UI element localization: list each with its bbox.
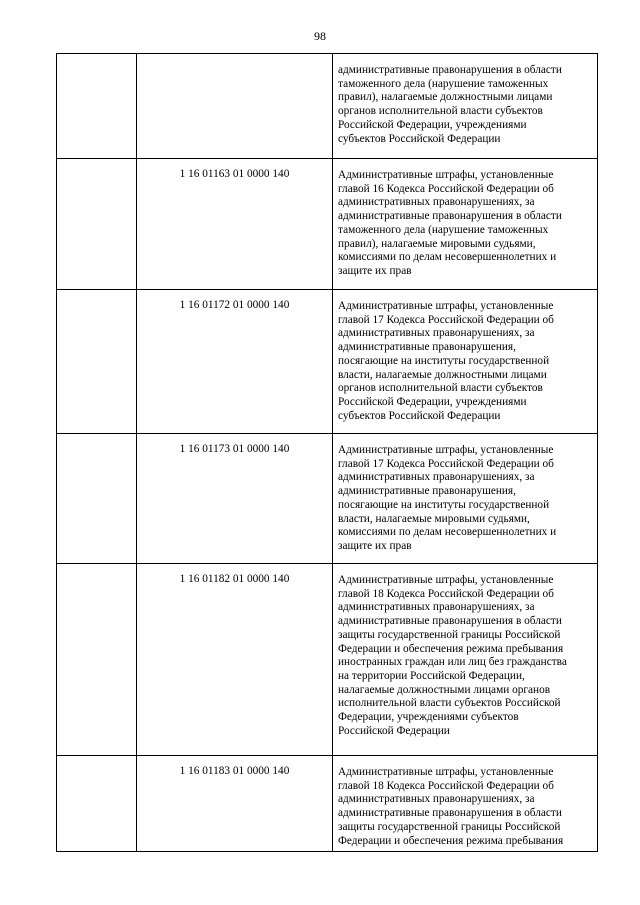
budget-code-cell xyxy=(137,54,333,159)
admin-code-cell xyxy=(57,159,137,290)
table-row xyxy=(57,54,598,159)
budget-code-cell: 1 16 01182 01 0000 140 xyxy=(137,564,333,756)
budget-code-cell: 1 16 01172 01 0000 140 xyxy=(137,290,333,434)
admin-code-cell xyxy=(57,756,137,852)
admin-code-cell xyxy=(57,290,137,434)
description-text: Административные штрафы, установленные главой 16 Кодекса Российской Федерации об административных правонарушениях, за административные правонарушения в области таможенного дела (нарушение таможенных правил), налагаемые мировыми судьями, комиссиями по делам несовершеннолетних и защите их прав xyxy=(338,169,562,277)
budget-code-cell: 1 16 01183 01 0000 140 xyxy=(137,756,333,852)
description-text: Административные штрафы, установленные главой 18 Кодекса Российской Федерации об административных правонарушениях, за административные правонарушения в области защиты государственной границы Российской Федерации и обеспечения режима пребывания xyxy=(338,766,564,847)
table-row xyxy=(57,159,598,290)
table-row xyxy=(57,756,598,852)
admin-code-cell xyxy=(57,434,137,564)
admin-code-cell xyxy=(57,564,137,756)
description-text: Административные штрафы, установленные главой 17 Кодекса Российской Федерации об административных правонарушениях, за административные правонарушения, посягающие на институты государственной власти, налагаемые должностными лицами органов исполнительной власти субъектов Российской Федерации, учреждениями субъектов Российской Федерации xyxy=(338,300,554,422)
description-cell xyxy=(333,54,598,159)
admin-code-cell xyxy=(57,54,137,159)
budget-code-cell: 1 16 01173 01 0000 140 xyxy=(137,434,333,564)
budget-classification-table xyxy=(56,53,598,852)
description-cell xyxy=(333,290,598,434)
description-text: административные правонарушения в области таможенного дела (нарушение таможенных правил), налагаемые должностными лицами органов исполнительной власти субъектов Российской Федерации, учреждениями субъектов Российской Федерации xyxy=(338,64,562,145)
table-row xyxy=(57,290,598,434)
description-text: Административные штрафы, установленные главой 18 Кодекса Российской Федерации об административных правонарушениях, за административные правонарушения в области защиты государственной границы Российской Федерации и обеспечения режима пребывания иностранных граждан или лиц без гражданства на территории Российской Федерации, налагаемые должностными лицами органов исполнительной власти субъектов Российской Федерации, учреждениями субъектов Российской Федерации xyxy=(338,574,567,737)
page-number: 98 xyxy=(314,29,326,43)
description-cell xyxy=(333,434,598,564)
table-row xyxy=(57,434,598,564)
description-cell xyxy=(333,564,598,756)
budget-code-cell: 1 16 01163 01 0000 140 xyxy=(137,159,333,290)
description-text: Административные штрафы, установленные главой 17 Кодекса Российской Федерации об административных правонарушениях, за административные правонарушения, посягающие на институты государственной власти, налагаемые мировыми судьями, комиссиями по делам несовершеннолетних и защите их прав xyxy=(338,444,557,552)
table-row xyxy=(57,564,598,756)
description-cell xyxy=(333,159,598,290)
description-cell xyxy=(333,756,598,852)
